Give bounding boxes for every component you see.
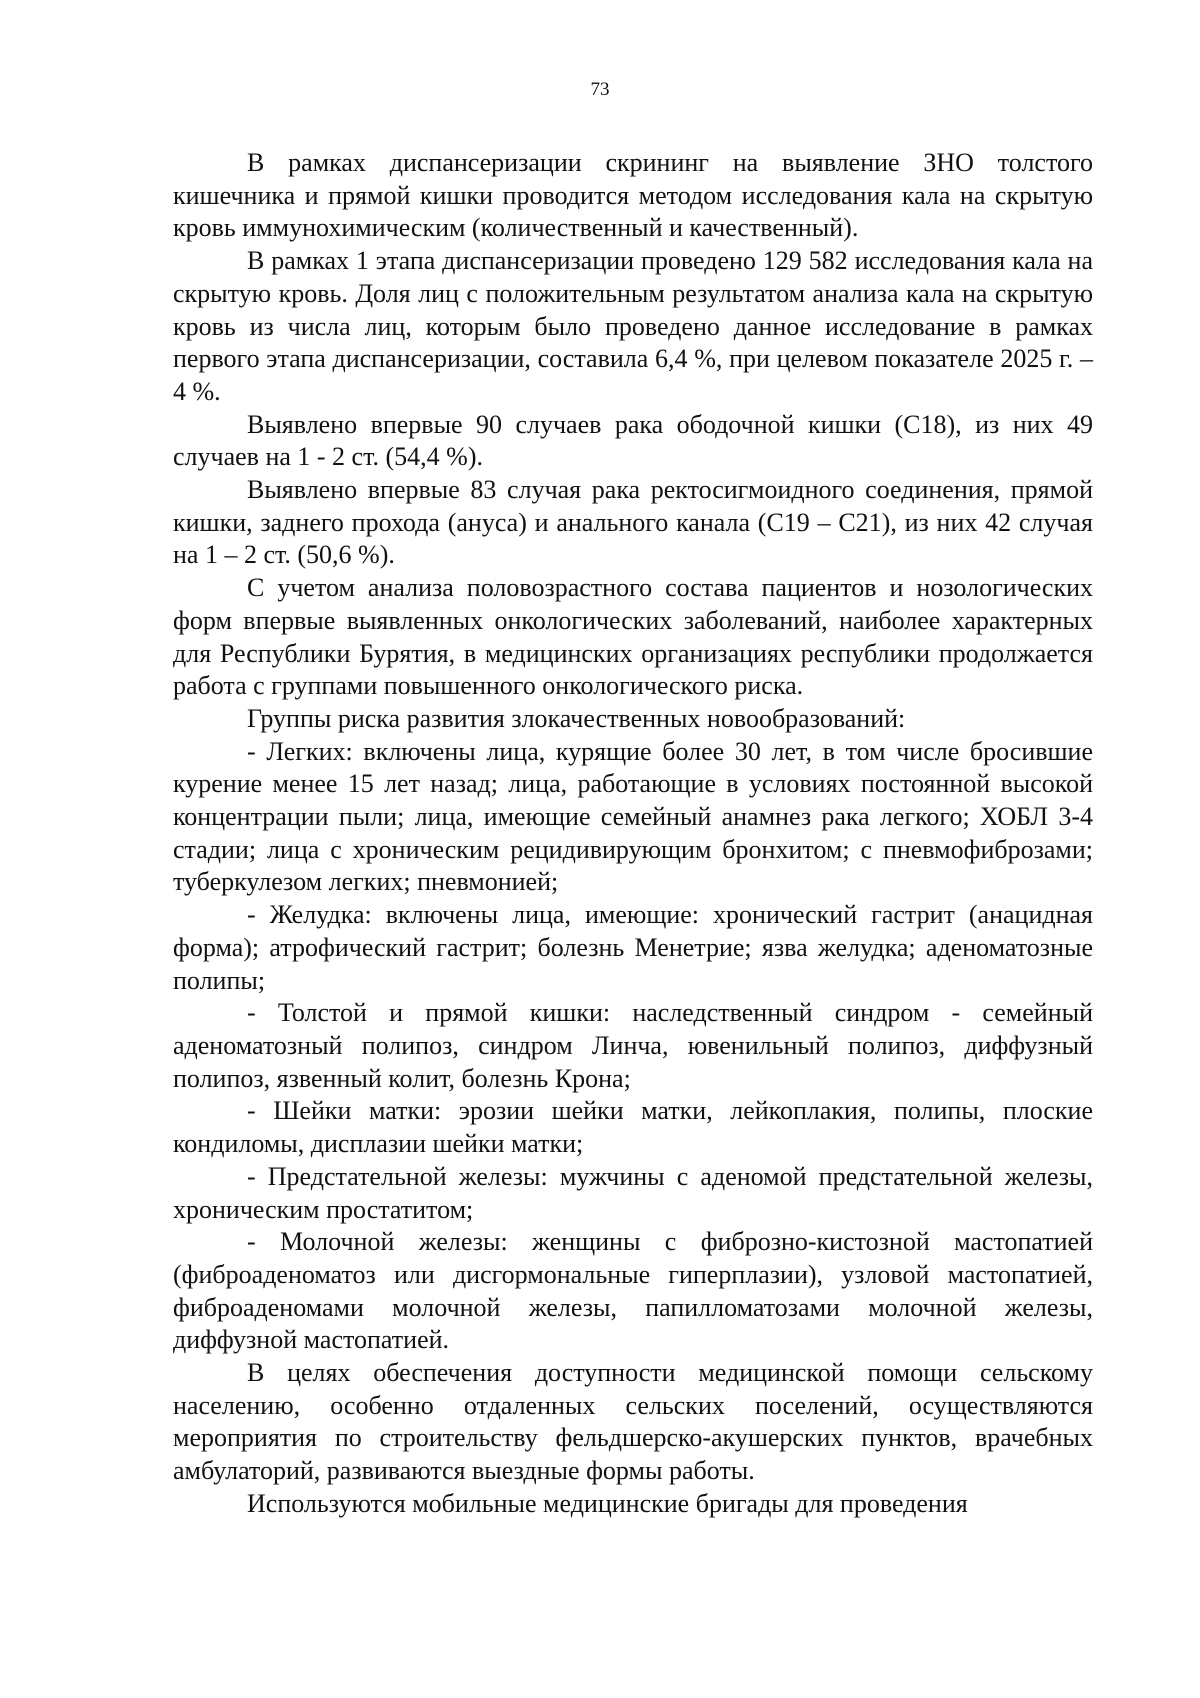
document-body — [173, 147, 1093, 1521]
paragraph-rural-access: В целях обеспечения доступности медицинской помощи сельскому населению, особенно отдаленных сельских поселений, осуществляются мероприятия по строительству фельдшерско-акушерских пунктов, врачебных амбулаторий, развиваются выездные формы работы. — [173, 1358, 1093, 1486]
paragraph-rectal-cancer-cases: Выявлено впервые 83 случая рака ректосигмоидного соединения, прямой кишки, заднего прохода (ануса) и анального канала (С19 – С21), из них 42 случая на 1 – 2 ст. (50,6 %). — [173, 475, 1093, 570]
list-item-lungs: - Легких: включены лица, курящие более 30 лет, в том числе бросившие курение менее 15 лет назад; лица, работающие в условиях постоянной высокой концентрации пыли; лица, имеющие семейный анамнез рака легкого; ХОБЛ 3-4 стадии; лица с хроническим рецидивирующим бронхитом; с пневмофиброзами; туберкулезом легких; пневмонией; — [173, 736, 1093, 897]
paragraph-risk-groups-heading: Группы риска развития злокачественных новообразований: — [247, 703, 906, 733]
list-item-prostate: - Предстательной железы: мужчины с аденомой предстательной железы, хроническим простатитом; — [173, 1161, 1093, 1224]
paragraph-colon-cancer-cases: Выявлено впервые 90 случаев рака ободочной кишки (С18), из них 49 случаев на 1 - 2 ст. (54,4 %). — [173, 409, 1093, 472]
paragraph-mobile-teams: Используются мобильные медицинские бригады для проведения — [247, 1488, 968, 1518]
paragraph-screening-method: В рамках диспансеризации скрининг на выявление ЗНО толстого кишечника и прямой кишки проводится методом исследования кала на скрытую кровь иммунохимическим (количественный и качественный). — [173, 148, 1093, 243]
page-number: 73 — [590, 79, 610, 100]
paragraph-stage1-tests: В рамках 1 этапа диспансеризации проведено 129 582 исследования кала на скрытую кровь. Доля лиц с положительным результатом анализа кала на скрытую кровь из числа лиц, которым было проведено данное исследование в рамках первого этапа диспансеризации, составила 6,4 %, при целевом показателе 2025 г. – 4 %. — [173, 246, 1093, 406]
paragraph-risk-groups-work: С учетом анализа половозрастного состава пациентов и нозологических форм впервые выявленных онкологических заболеваний, наиболее характерных для Республики Бурятия, в медицинских организациях республики продолжается работа с группами повышенного онкологического риска. — [173, 573, 1093, 701]
list-item-cervix: - Шейки матки: эрозии шейки матки, лейкоплакия, полипы, плоские кондиломы, дисплазии шейки матки; — [173, 1096, 1093, 1159]
list-item-breast: - Молочной железы: женщины с фиброзно-кистозной мастопатией (фиброаденоматоз или дисгормональные гиперплазии), узловой мастопатией, фиброаденомами молочной железы, папилломатозами молочной железы, диффузной мастопатией. — [173, 1227, 1093, 1355]
list-item-colon-rectum: - Толстой и прямой кишки: наследственный синдром - семейный аденоматозный полипоз, синдром Линча, ювенильный полипоз, диффузный полипоз, язвенный колит, болезнь Крона; — [173, 998, 1093, 1093]
list-item-stomach: - Желудка: включены лица, имеющие: хронический гастрит (анацидная форма); атрофический гастрит; болезнь Менетрие; язва желудка; аденоматозные полипы; — [173, 900, 1093, 995]
